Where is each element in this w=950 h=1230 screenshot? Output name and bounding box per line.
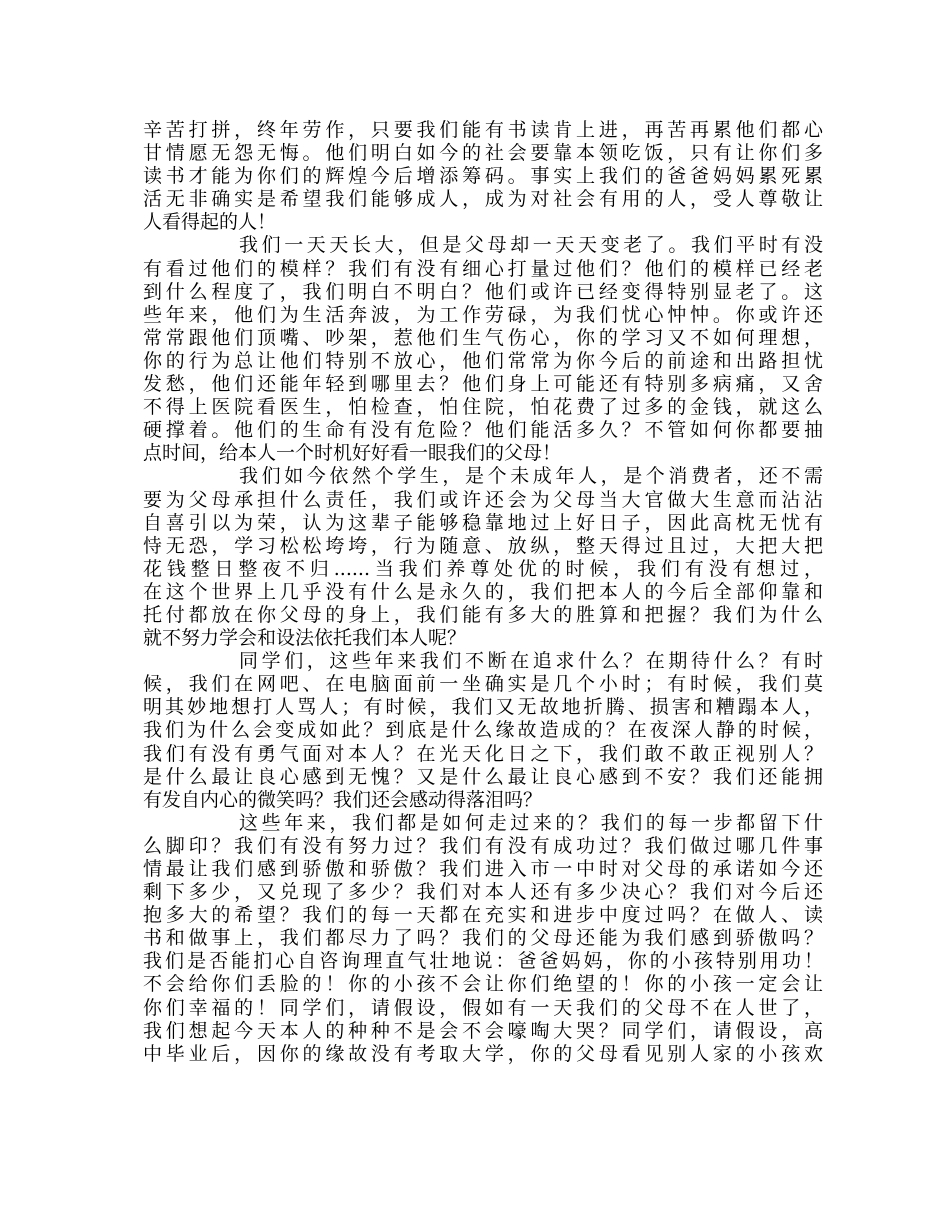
text-line: 不会给你们丢脸的！你的小孩不会让你们绝望的！你的小孩一定会让 xyxy=(143,973,823,996)
paragraph xyxy=(143,650,823,812)
text-line: 在这个世界上几乎没有什么是永久的，我们把本人的今后全部仰靠和 xyxy=(143,580,823,603)
text-line: 有发自内心的微笑吗？我们还会感动得落泪吗？ xyxy=(143,788,543,811)
text-line: 要为父母承担什么责任，我们或许还会为父母当大官做大生意而沾沾 xyxy=(143,488,823,511)
text-line: 托付都放在你父母的身上，我们能有多大的胜算和把握？我们为什么 xyxy=(143,603,823,626)
text-line: 些年来，他们为生活奔波，为工作劳碌，为我们忧心忡忡。你或许还 xyxy=(143,303,823,326)
text-line: 这些年来，我们都是如何走过来的？我们的每一步都留下什 xyxy=(239,811,823,834)
text-line: 有看过他们的模样？我们有没有细心打量过他们？他们的模样已经老 xyxy=(143,257,823,280)
text-line: 我们想起今天本人的种种不是会不会嚎啕大哭？同学们，请假设，高 xyxy=(143,1019,823,1042)
text-line: 点时间，给本人一个时机好好看一眼我们的父母！ xyxy=(143,442,562,465)
text-line: 不得上医院看医生，怕检查，怕住院，怕花费了过多的金钱，就这么 xyxy=(143,396,823,419)
text-line: 我们一天天长大，但是父母却一天天变老了。我们平时有没 xyxy=(239,234,823,257)
text-line: 花钱整日整夜不归......当我们养尊处优的时候，我们有没有想过， xyxy=(143,557,823,580)
text-line: 自喜引以为荣，认为这辈子能够稳靠地过上好日子，因此高枕无忧有 xyxy=(143,511,823,534)
text-line: 常常跟他们顶嘴、吵架，惹他们生气伤心，你的学习又不如何理想， xyxy=(143,326,823,349)
paragraph xyxy=(143,465,823,650)
text-line: 发愁，他们还能年轻到哪里去？他们身上可能还有特别多病痛，又舍 xyxy=(143,373,823,396)
paragraph xyxy=(143,234,823,465)
text-line: 么脚印？我们有没有努力过？我们有没有成功过？我们做过哪几件事 xyxy=(143,834,823,857)
text-line: 我们有没有勇气面对本人？在光天化日之下，我们敢不敢正视别人？ xyxy=(143,742,823,765)
text-line: 剩下多少，又兑现了多少？我们对本人还有多少决心？我们对今后还 xyxy=(143,881,823,904)
text-line: 我们如今依然个学生，是个未成年人，是个消费者，还不需 xyxy=(239,465,823,488)
text-line: 你们幸福的！同学们，请假设，假如有一天我们的父母不在人世了， xyxy=(143,996,823,1019)
text-line: 抱多大的希望？我们的每一天都在充实和进步中度过吗？在做人、读 xyxy=(143,904,823,927)
text-line: 中毕业后，因你的缘故没有考取大学，你的父母看见别人家的小孩欢 xyxy=(143,1042,823,1065)
text-line: 我们为什么会变成如此？到底是什么缘故造成的？在夜深人静的时候， xyxy=(143,719,823,742)
text-line: 读书才能为你们的辉煌今后增添筹码。事实上我们的爸爸妈妈累死累 xyxy=(143,165,823,188)
text-line: 书和做事上，我们都尽力了吗？我们的父母还能为我们感到骄傲吗？ xyxy=(143,927,823,950)
text-line: 甘情愿无怨无悔。他们明白如今的社会要靠本领吃饭，只有让你们多 xyxy=(143,142,823,165)
text-line: 硬撑着。他们的生命有没有危险？他们能活多久？不管如何你都要抽 xyxy=(143,419,823,442)
text-line: 同学们，这些年来我们不断在追求什么？在期待什么？有时 xyxy=(239,650,823,673)
text-line: 恃无恐，学习松松垮垮，行为随意、放纵，整天得过且过，大把大把 xyxy=(143,534,823,557)
text-line: 就不努力学会和设法依托我们本人呢？ xyxy=(143,627,467,650)
text-line: 是什么最让良心感到无愧？又是什么最让良心感到不安？我们还能拥 xyxy=(143,765,823,788)
text-line: 人看得起的人！ xyxy=(143,211,277,234)
text-line: 候，我们在网吧、在电脑面前一坐确实是几个小时；有时候，我们莫 xyxy=(143,673,823,696)
text-line: 你的行为总让他们特别不放心，他们常常为你今后的前途和出路担忧 xyxy=(143,349,823,372)
text-line: 辛苦打拼，终年劳作，只要我们能有书读肯上进，再苦再累他们都心 xyxy=(143,119,823,141)
text-line: 情最让我们感到骄傲和骄傲？我们进入市一中时对父母的承诺如今还 xyxy=(143,858,823,880)
text-line: 到什么程度了，我们明白不明白？他们或许已经变得特别显老了。这 xyxy=(143,280,823,303)
body-text xyxy=(143,119,823,1066)
text-line: 活无非确实是希望我们能够成人，成为对社会有用的人，受人尊敬让 xyxy=(143,188,823,211)
paragraph xyxy=(143,119,823,234)
text-line: 明其妙地想打人骂人；有时候，我们又无故地折腾、损害和糟蹋本人， xyxy=(143,696,823,719)
paragraph xyxy=(143,812,823,1066)
text-line: 我们是否能扪心自咨询理直气壮地说：爸爸妈妈，你的小孩特别用功！ xyxy=(143,950,823,973)
